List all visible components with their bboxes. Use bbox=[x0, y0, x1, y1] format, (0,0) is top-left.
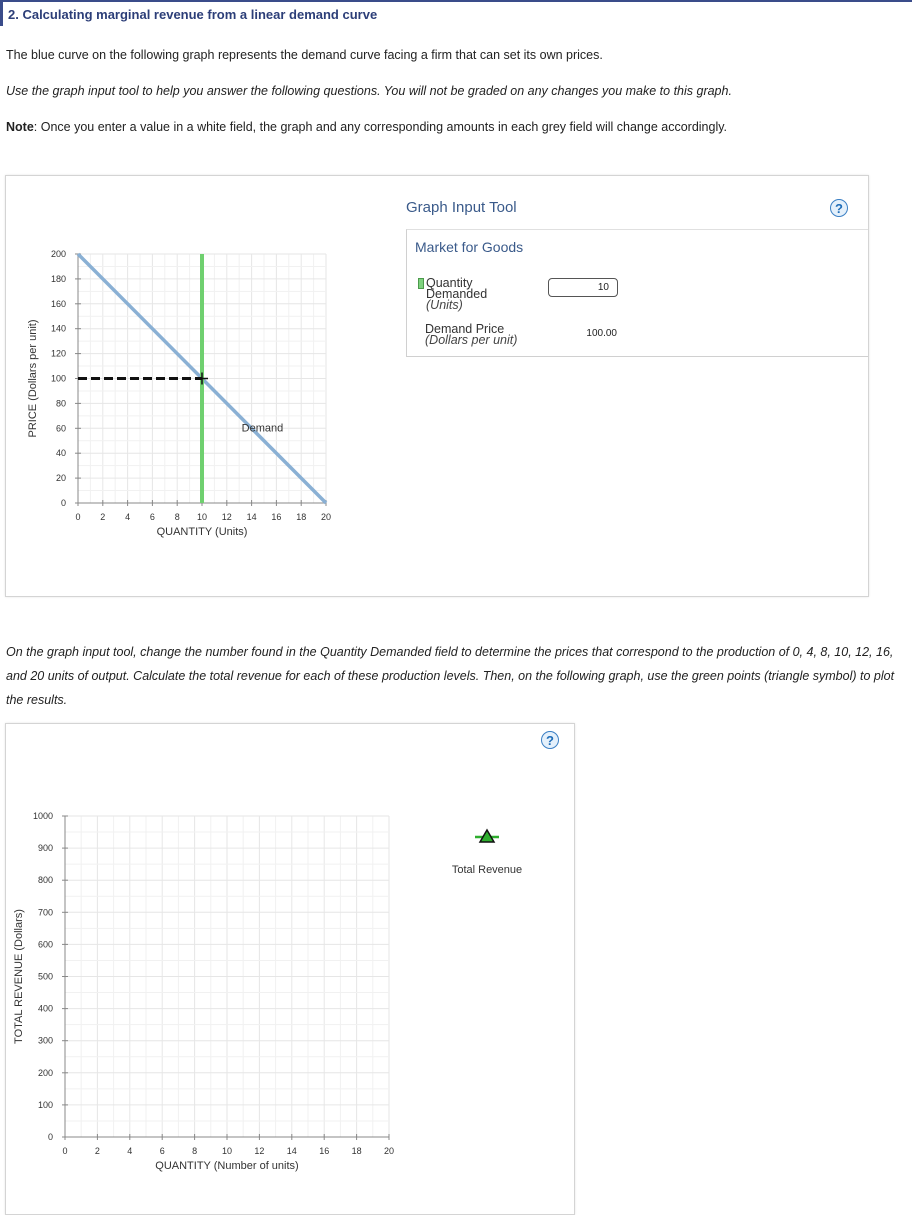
demand-y-tick-label: 160 bbox=[50, 298, 66, 309]
revenue-x-tick-label: 10 bbox=[221, 1146, 233, 1156]
revenue-x-tick-label: 6 bbox=[159, 1146, 165, 1156]
note-body: : Once you enter a value in a white field, the graph and any corresponding amounts in each grey field will change accordingly. bbox=[33, 120, 728, 134]
revenue-x-tick-label: 12 bbox=[254, 1146, 265, 1156]
revenue-x-tick-label: 18 bbox=[351, 1146, 362, 1156]
revenue-x-tick-label: 20 bbox=[383, 1146, 395, 1156]
intro-text: The blue curve on the following graph represents the demand curve facing a firm that can set its own prices. bbox=[6, 48, 603, 62]
revenue-chart[interactable] bbox=[0, 800, 560, 1190]
market-title: Market for Goods bbox=[415, 239, 524, 255]
demand-y-tick-label: 120 bbox=[50, 348, 66, 359]
demand-chart[interactable] bbox=[0, 240, 400, 560]
demand-curve-label: Demand bbox=[241, 422, 284, 435]
revenue-x-tick-label: 4 bbox=[127, 1146, 133, 1156]
revenue-y-tick-label: 400 bbox=[37, 1003, 53, 1014]
quantity-label-line2: Demanded bbox=[426, 287, 488, 301]
instruction-text: Use the graph input tool to help you answer the following questions. You will not be graded on any changes you make to this graph. bbox=[6, 84, 732, 98]
question-title-bar bbox=[0, 0, 912, 26]
demand-x-tick-label: 12 bbox=[221, 512, 232, 522]
revenue-y-tick-label: 1000 bbox=[32, 811, 53, 821]
help-icon-revenue[interactable]: ? bbox=[541, 731, 559, 749]
demand-y-tick-label: 100 bbox=[50, 373, 66, 384]
demand-y-tick-label: 60 bbox=[55, 423, 66, 434]
demand-x-tick-label: 20 bbox=[320, 512, 332, 522]
demand-y-tick-label: 0 bbox=[60, 498, 66, 508]
demand-y-tick-label: 180 bbox=[50, 273, 66, 284]
revenue-y-tick-label: 600 bbox=[37, 939, 53, 950]
revenue-y-axis-title: TOTAL REVENUE (Dollars) bbox=[13, 909, 25, 1044]
quantity-demanded-label bbox=[418, 278, 487, 311]
task-text: On the graph input tool, change the number found in the Quantity Demanded field to determine the prices that correspond to the production of 0, 4, 8, 10, 12, 16, and 20 units of output. Calculate the total revenue for each of these production levels. Then, on the following graph, use the green points (triangle symbol) to plot the results. bbox=[6, 645, 895, 707]
demand-price-label bbox=[425, 324, 517, 346]
revenue-x-axis-title: QUANTITY (Number of units) bbox=[155, 1160, 299, 1172]
quantity-unit: (Units) bbox=[426, 298, 463, 312]
revenue-x-tick-label: 0 bbox=[62, 1146, 68, 1156]
revenue-y-tick-label: 0 bbox=[47, 1132, 53, 1142]
price-unit: (Dollars per unit) bbox=[425, 333, 518, 347]
demand-x-tick-label: 10 bbox=[196, 512, 208, 522]
demand-x-tick-label: 8 bbox=[174, 512, 180, 522]
revenue-y-tick-label: 800 bbox=[37, 875, 53, 886]
demand-x-tick-label: 2 bbox=[100, 512, 106, 522]
graph-input-tool-title: Graph Input Tool bbox=[406, 199, 517, 216]
demand-y-axis-title: PRICE (Dollars per unit) bbox=[27, 319, 39, 438]
demand-x-axis-title: QUANTITY (Units) bbox=[156, 526, 248, 538]
revenue-x-tick-label: 14 bbox=[286, 1146, 297, 1156]
revenue-y-tick-label: 500 bbox=[37, 971, 53, 982]
demand-price-field: 100.00 bbox=[586, 328, 617, 339]
demand-x-tick-label: 4 bbox=[125, 512, 131, 522]
demand-x-tick-label: 0 bbox=[75, 512, 81, 522]
demand-y-tick-label: 80 bbox=[55, 398, 66, 409]
revenue-x-tick-label: 16 bbox=[319, 1146, 330, 1156]
revenue-y-tick-label: 100 bbox=[37, 1099, 53, 1110]
quantity-label-line1: Quantity bbox=[426, 276, 473, 290]
demand-x-tick-label: 16 bbox=[271, 512, 282, 522]
question-title: 2. Calculating marginal revenue from a linear demand curve bbox=[8, 7, 378, 22]
demand-y-tick-label: 200 bbox=[50, 249, 66, 259]
demand-x-tick-label: 14 bbox=[246, 512, 257, 522]
note-text bbox=[6, 120, 727, 134]
revenue-y-tick-label: 300 bbox=[37, 1035, 53, 1046]
revenue-y-tick-label: 900 bbox=[37, 843, 53, 854]
quantity-swatch-icon bbox=[418, 278, 424, 289]
revenue-y-tick-label: 200 bbox=[37, 1067, 53, 1078]
revenue-y-tick-label: 700 bbox=[37, 907, 53, 918]
note-label: Note bbox=[6, 120, 34, 134]
help-icon[interactable]: ? bbox=[830, 199, 848, 217]
legend-label: Total Revenue bbox=[451, 864, 523, 876]
quantity-demanded-input[interactable]: 10 bbox=[548, 278, 618, 297]
revenue-x-tick-label: 2 bbox=[94, 1146, 100, 1156]
demand-y-tick-label: 40 bbox=[55, 448, 66, 459]
price-label-line1: Demand Price bbox=[425, 322, 505, 336]
demand-y-tick-label: 140 bbox=[50, 323, 66, 334]
demand-x-tick-label: 18 bbox=[296, 512, 307, 522]
demand-y-tick-label: 20 bbox=[55, 473, 66, 484]
revenue-x-tick-label: 8 bbox=[192, 1146, 198, 1156]
demand-x-tick-label: 6 bbox=[149, 512, 155, 522]
